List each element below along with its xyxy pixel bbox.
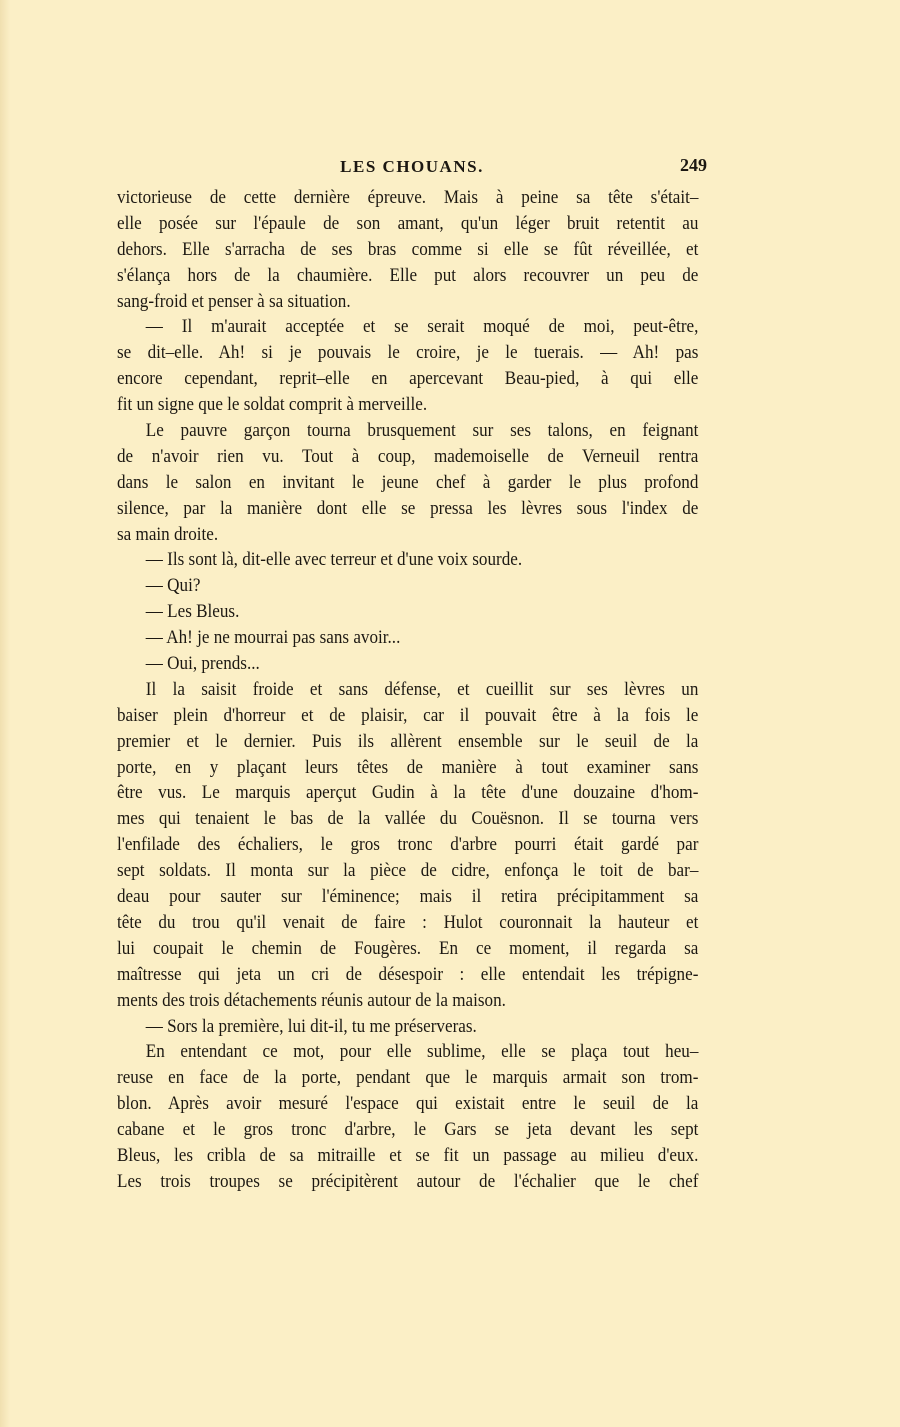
- text-line: Le pauvre garçon tourna brusquement sur ses talons, en feignant: [145, 420, 699, 442]
- text-line: maîtresse qui jeta un cri de désespoir : elle entendait les trépigne-: [117, 963, 699, 985]
- text-line: — Qui?: [145, 575, 201, 597]
- text-line: blon. Après avoir mesuré l'espace qui existait entre le seuil de la: [117, 1093, 699, 1115]
- running-head: [117, 154, 707, 180]
- text-line: En entendant ce mot, pour elle sublime, elle se plaça tout heu–: [145, 1041, 699, 1063]
- text-line: baiser plein d'horreur et de plaisir, car il pouvait être à la fois le: [117, 704, 699, 726]
- text-line: lui coupait le chemin de Fougères. En ce moment, il regarda sa: [117, 937, 699, 959]
- text-line: de n'avoir rien vu. Tout à coup, mademoiselle de Verneuil rentra: [117, 445, 699, 467]
- text-line: être vus. Le marquis aperçut Gudin à la tête d'une douzaine d'hom-: [117, 782, 699, 804]
- text-line: l'enfilade des échaliers, le gros tronc d'arbre pourri était gardé par: [117, 834, 699, 856]
- running-title: LES CHOUANS.: [340, 157, 484, 176]
- text-line: fit un signe que le soldat comprit à merveille.: [117, 394, 428, 416]
- text-line: elle posée sur l'épaule de son amant, qu'un léger bruit retentit au: [117, 212, 699, 234]
- body-text: [117, 185, 701, 1195]
- text-line: dehors. Elle s'arracha de ses bras comme si elle se fût réveillée, et: [117, 238, 699, 260]
- text-line: s'élança hors de la chaumière. Elle put alors recouvrer un peu de: [117, 264, 699, 286]
- text-line: victorieuse de cette dernière épreuve. Mais à peine sa tête s'était–: [117, 187, 699, 208]
- text-line: porte, en y plaçant leurs têtes de manière à tout examiner sans: [117, 756, 699, 778]
- text-line: — Les Bleus.: [145, 601, 240, 623]
- text-line: mes qui tenaient le bas de la vallée du Couësnon. Il se tourna vers: [117, 808, 699, 830]
- text-line: — Ah! je ne mourrai pas sans avoir...: [145, 627, 401, 649]
- text-line: dans le salon en invitant le jeune chef à garder le plus profond: [117, 471, 699, 493]
- text-line: silence, par la manière dont elle se pressa les lèvres sous l'index de: [117, 497, 699, 519]
- text-line: premier et le dernier. Puis ils allèrent ensemble sur le seuil de la: [117, 730, 699, 752]
- text-line: — Ils sont là, dit-elle avec terreur et d'une voix sourde.: [145, 549, 523, 571]
- text-line: Il la saisit froide et sans défense, et cueillit sur ses lèvres un: [145, 678, 699, 700]
- text-line: Les trois troupes se précipitèrent autour de l'échalier que le chef: [117, 1170, 699, 1192]
- text-line: — Oui, prends...: [145, 653, 260, 675]
- text-line: tête du trou qu'il venait de faire : Hulot couronnait la hauteur et: [117, 911, 699, 933]
- text-line: deau pour sauter sur l'éminence; mais il retira précipitamment sa: [117, 886, 699, 908]
- text-line: sang-froid et penser à sa situation.: [117, 290, 351, 312]
- text-line: ments des trois détachements réunis autour de la maison.: [117, 989, 506, 1011]
- text-line: encore cependant, reprit–elle en apercevant Beau-pied, à qui elle: [117, 368, 699, 390]
- page-number: 249: [680, 155, 707, 175]
- text-line: Bleus, les cribla de sa mitraille et se fit un passage au milieu d'eux.: [117, 1144, 699, 1166]
- text-line: se dit–elle. Ah! si je pouvais le croire, je le tuerais. — Ah! pas: [117, 342, 699, 364]
- text-line: sept soldats. Il monta sur la pièce de cidre, enfonça le toit de bar–: [117, 860, 699, 882]
- text-line: — Il m'aurait acceptée et se serait moqué de moi, peut-être,: [145, 316, 699, 338]
- page-binding-edge: [0, 0, 10, 1427]
- text-line: — Sors la première, lui dit-il, tu me préserveras.: [145, 1015, 477, 1037]
- text-line: sa main droite.: [117, 523, 219, 545]
- text-line: reuse en face de la porte, pendant que le marquis armait son trom-: [117, 1067, 699, 1089]
- text-line: cabane et le gros tronc d'arbre, le Gars se jeta devant les sept: [117, 1119, 699, 1141]
